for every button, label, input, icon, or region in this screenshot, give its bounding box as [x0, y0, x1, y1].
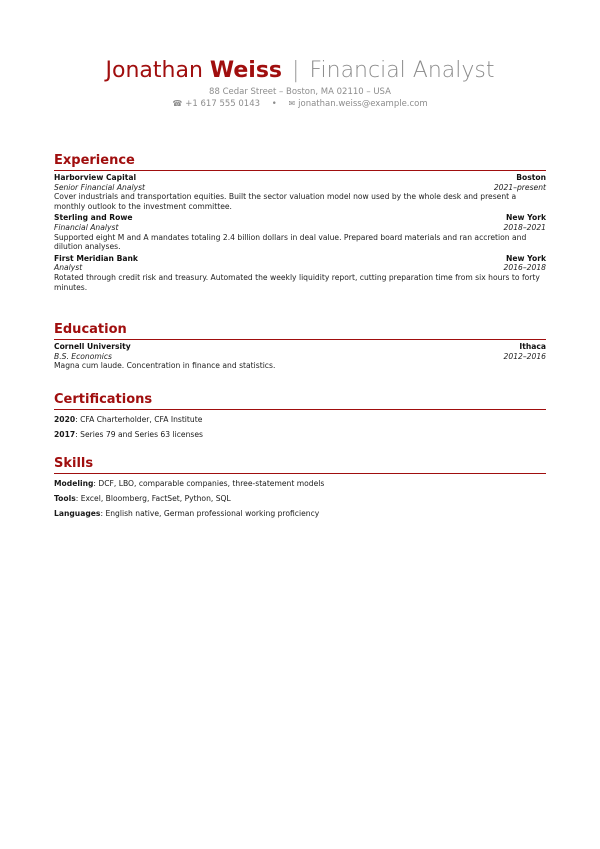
item-label: Languages: [54, 509, 101, 518]
item-label: 2020: [54, 415, 76, 424]
item-label: Modeling: [54, 479, 94, 488]
entry-org: First Meridian Bank: [54, 253, 138, 263]
education-entry: [54, 342, 546, 371]
address: 88 Cedar Street – Boston, MA 02110 – USA: [209, 87, 391, 97]
item-text: Series 79 and Series 63 licenses: [80, 430, 203, 439]
entry-location: New York: [506, 213, 546, 223]
entry-role: Financial Analyst: [54, 222, 119, 232]
certification-item: 2017: Series 79 and Series 63 licenses: [54, 430, 203, 439]
item-text: English native, German professional working proficiency: [105, 509, 320, 518]
contact-bullet: •: [271, 99, 277, 109]
experience-heading: Experience: [54, 153, 135, 168]
skill-item: Languages: English native, German professional working proficiency: [54, 509, 320, 518]
email-link[interactable]: jonathan.weiss@example.com: [298, 99, 428, 109]
skills-section: [54, 456, 546, 521]
item-label: Tools: [54, 494, 76, 503]
entry-role: Senior Financial Analyst: [54, 182, 146, 192]
envelope-icon: ✉: [288, 99, 296, 108]
entry-org: Cornell University: [54, 342, 131, 351]
skill-item: Modeling: DCF, LBO, comparable companies, three-statement models: [54, 479, 325, 488]
section-rule: [54, 170, 546, 171]
phone-number[interactable]: +1 617 555 0143: [185, 99, 261, 109]
entry-org: Sterling and Rowe: [54, 213, 133, 223]
entry-location: Boston: [516, 173, 546, 182]
name-line: [0, 58, 600, 84]
first-name: Jonathan: [105, 58, 203, 83]
certifications-heading: Certifications: [54, 392, 153, 407]
item-label: 2017: [54, 430, 76, 439]
job-title: Financial Analyst: [309, 58, 495, 83]
entry-org: Harborview Capital: [54, 173, 137, 182]
experience-entry: [54, 173, 546, 211]
section-rule: [54, 339, 546, 340]
resume-header: [0, 58, 600, 110]
entry-description: Supported eight M and A mandates totaling 2.4 billion dollars in deal value. Prepared board materials and ran accretion and dilution analyses.: [54, 232, 527, 252]
experience-section: [54, 153, 546, 294]
entry-role: Analyst: [54, 263, 83, 273]
name-separator: |: [292, 58, 300, 83]
skills-heading: Skills: [54, 456, 94, 471]
entry-description: Cover industrials and transportation equities. Built the sector valuation model now used by the whole desk and present a monthly outlook to the investment committee.: [54, 192, 517, 211]
entry-dates: 2021–present: [493, 182, 546, 192]
entry-dates: 2016–2018: [503, 263, 546, 273]
experience-entry: [54, 254, 546, 292]
section-rule: [54, 409, 546, 410]
contact-line: [0, 98, 600, 110]
entry-dates: 2012–2016: [503, 351, 546, 361]
item-text: CFA Charterholder, CFA Institute: [80, 415, 203, 424]
item-text: Excel, Bloomberg, FactSet, Python, SQL: [80, 494, 231, 503]
experience-entry: [54, 213, 546, 251]
education-section: [54, 322, 546, 373]
phone-icon: ☎: [172, 99, 183, 108]
skill-item: Tools: Excel, Bloomberg, FactSet, Python, SQL: [54, 494, 231, 503]
certification-item: 2020: CFA Charterholder, CFA Institute: [54, 415, 203, 424]
entry-location: New York: [506, 253, 546, 263]
entry-description: Magna cum laude. Concentration in finance and statistics.: [54, 361, 276, 371]
education-heading: Education: [54, 322, 127, 337]
entry-dates: 2018–2021: [503, 222, 546, 232]
certifications-section: [54, 392, 546, 442]
section-rule: [54, 473, 546, 474]
item-text: DCF, LBO, comparable companies, three-statement models: [98, 479, 325, 488]
last-name: Weiss: [209, 58, 283, 83]
entry-role: B.S. Economics: [54, 351, 112, 361]
entry-location: Ithaca: [519, 342, 546, 351]
entry-description: Rotated through credit risk and treasury. Automated the weekly liquidity report, cutting preparation time from six hours to forty minutes.: [54, 272, 540, 292]
